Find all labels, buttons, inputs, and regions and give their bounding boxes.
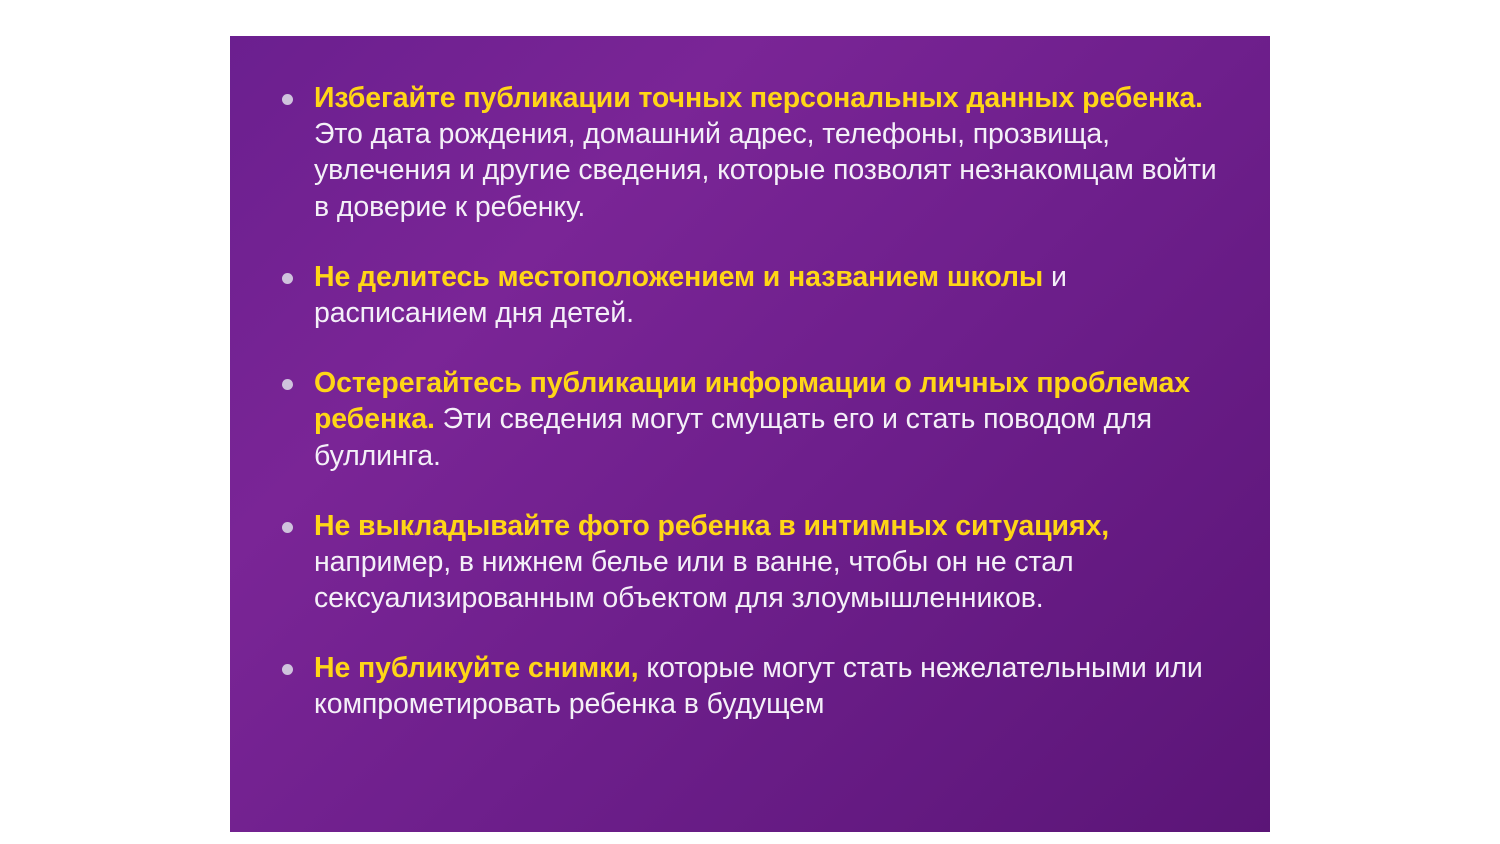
bullet-dot-icon — [282, 664, 293, 675]
bullet-lead-text: Избегайте публикации точных персональных данных ребенка. — [314, 82, 1203, 114]
list-item — [274, 650, 1218, 722]
bullet-dot-icon — [282, 522, 293, 533]
bullet-body-text: Эти сведения могут смущать его и стать поводом для буллинга. — [314, 403, 1153, 472]
bullet-lead-text: Не публикуйте снимки, — [314, 652, 639, 685]
bullet-lead-text: Не делитесь местоположением и названием школы — [314, 260, 1044, 293]
bullet-lead-text: Остерегайтесь публикации информации о личных проблемах ребенка. — [314, 367, 1190, 436]
bullet-body-text: Это дата рождения, домашний адрес, телефоны, прозвища, увлечения и другие сведения, которые позволят незнакомцам войти в доверие к ребенку. — [314, 118, 1217, 223]
list-item — [274, 508, 1218, 617]
bullet-body-text: и расписанием дня детей. — [314, 260, 1067, 329]
bullet-dot-icon — [282, 94, 293, 105]
list-item — [274, 365, 1218, 474]
bullet-body-text: которые могут стать нежелательными или компрометировать ребенка в будущем — [314, 652, 1203, 721]
bullet-lead-text: Не выкладывайте фото ребенка в интимных ситуациях, — [314, 509, 1110, 542]
list-item — [274, 259, 1218, 331]
bullet-body-text: например, в нижнем белье или в ванне, чтобы он не стал сексуализированным объектом для злоумышленников. — [314, 545, 1074, 615]
list-item — [274, 80, 1218, 225]
bullet-dot-icon — [282, 379, 293, 390]
advice-bullet-list — [274, 80, 1218, 723]
slide-content-panel — [230, 36, 1270, 832]
bullet-dot-icon — [282, 273, 293, 284]
